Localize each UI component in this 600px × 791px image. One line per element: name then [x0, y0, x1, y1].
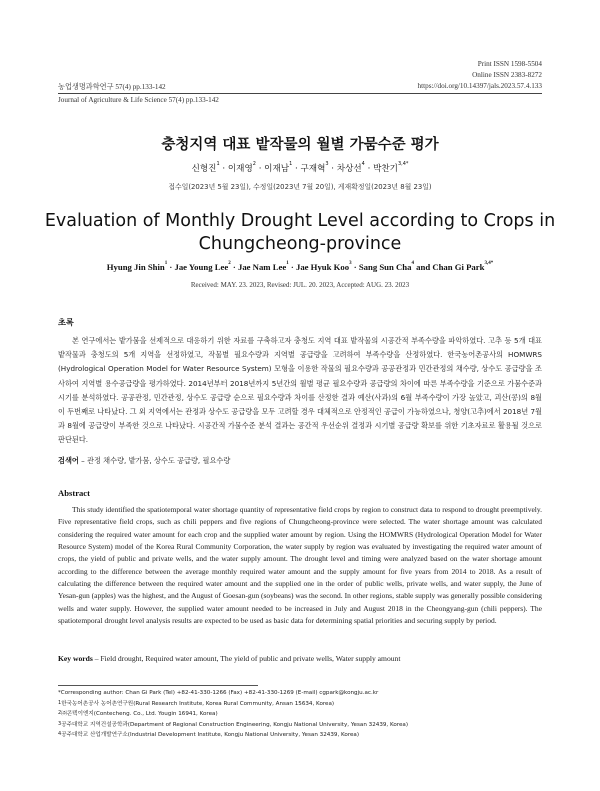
dates-ko: 접수일(2023년 5월 23일), 수정일(2023년 7월 20일), 게재확정일(2023년 8월 23일) — [168, 183, 432, 191]
footnotes — [58, 688, 542, 741]
footnote-3: $^3$공주대학교 지역건설공학과(Department of Regional Construction Engineering, Kongju National University, Yesan 32439, Korea) — [58, 720, 409, 728]
authors-ko: 신형진$^1$ · 이재영$^2$ · 이재남$^1$ · 구재혁$^3$ · 차상선$^4$ · 박찬기$^{3,4*}$ — [191, 161, 409, 174]
author-ko: 이재영 — [227, 164, 253, 174]
author-en: Chan Gi Park — [432, 262, 485, 272]
doi[interactable]: https://doi.org/10.14397/jals.2023.57.4.133 — [417, 82, 542, 90]
abstract-en-body: This study identified the spatiotemporal water shortage quantity of representative field crops by region to construct data to respond to drought preemptively. Five representative field crops, such as chili peppers and five regions of Chungcheong-province were selected. The water shortage amount was calculated considering the required water amount for each crop and the supplied water amount by region. Using the HOMWRS (Hydrological Operation Model for Water Resource System) model of the Korea Rural Community Corporation, the water supply by region was evaluated by investigating the required water amount of crops, the yield of public and private wells, and the water supply amount. The drought level and timing were analyzed based on the water shortage amount according to the difference between the average monthly required water amount and the supply amount for five years from 2014 to 2018. As a result of calculating the difference between the required water amount and the supplied one in the order of public wells, private wells, and water supply, the June of Yesan-gun (apples) was the highest, and the August of Goesan-gun (soybeans) was the second. In other regions, stable supply was generally possible considering wells and water supply. However, the supplied water amount needed to be increased in July and August 2018 in the Cheongyang-gun (chili peppers). The spatiotemporal drought level analysis results are expected to be used as basic data for determining spatial priorities and securing supply by period. — [58, 505, 542, 626]
author-en: Sang Sun Cha — [358, 262, 412, 272]
title-en — [40, 210, 560, 256]
author-ko: 구재혁 — [300, 164, 326, 174]
author-en: Hyung Jin Shin — [106, 262, 165, 272]
keywords-en-text: Field drought, Required water amount, The yield of public and private wells, Water supply amount — [100, 654, 401, 663]
keywords-en-label: Key words — [58, 654, 93, 663]
author-ko: 신형진 — [191, 164, 217, 174]
footnote-2: $^2$㈜콘텍이엔지(Contecheng. Co., Ltd. Yougin 16941, Korea) — [58, 710, 218, 718]
title-en-line1: Evaluation of Monthly Drought Level according to Crops in — [44, 211, 556, 231]
keywords-ko-text: 관정 채수량, 밭가뭄, 상수도 공급량, 필요수량 — [87, 456, 231, 465]
print-issn: Print ISSN 1598-5504 — [477, 60, 542, 68]
author-ko: 박찬기 — [373, 164, 398, 174]
title-en-line2: Chungcheong-province — [198, 234, 402, 254]
header-rule — [58, 93, 542, 94]
journal-ko: 농업생명과학연구 57(4) pp.133-142 — [58, 83, 166, 91]
footnote-corresponding: *Corresponding author: Chan Gi Park (Tel) +82-41-330-1266 (Fax) +82-41-330-1269 (E-mail) cgpark@kongju.ac.kr — [58, 690, 379, 696]
abstract-ko-body: 본 연구에서는 밭가뭄을 선제적으로 대응하기 위한 자료를 구축하고자 충청도 지역 대표 밭작물의 시공간적 부족수량을 파악하였다. 고추 등 5개 대표 밭작물과 충청도의 5개 지역을 선정하였고, 작물별 필요수량과 지역별 공급량을 고려하여 부족수량을 산정하였다. 한국농어촌공사의 HOMWRS (Hydrological Operation Model for Water Resource System) 모형을 이용한 작물의 필요수량과 공공관정과 민간관정의 채수량, 상수도 공급량을 조사하여 지역별 용수공급량을 평가하였다. 2014년부터 2018년까지 5년간의 월별 평균 필요수량과 공급량의 차이에 따른 부족수량을 기준으로 가뭄수준과 시기를 분석하였다. 공공관정, 민간관정, 상수도 공급량 순으로 필요수량과 차이를 산정한 결과 예산(사과)의 6월 부족수량이 가장 높았고, 괴산(콩)의 8월이 두번째로 나타났다. 그 외 지역에서는 관정과 상수도 공급량을 모두 고려할 경우 대체적으로 안정적인 공급이 가능하였으나, 청양(고추)에서 2018년 7월과 8월에 공급량이 부족한 것으로 나타났다. 시공간적 가뭄수준 분석 결과는 공간적 우선순위 결정과 시기별 공급량 확보를 위한 기초자료로 활용될 것으로 판단된다. — [58, 336, 542, 445]
author-en: Jae Young Lee — [174, 262, 229, 272]
abstract-en-heading: Abstract — [58, 488, 90, 498]
author-ko: 이재남 — [264, 164, 290, 174]
author-en: Jae Nam Lee — [237, 262, 287, 272]
author-en: Jae Hyuk Koo — [295, 262, 350, 272]
online-issn: Online ISSN 2383-8272 — [472, 71, 542, 79]
journal-en: Journal of Agriculture & Life Science 57(4) pp.133-142 — [58, 96, 219, 104]
footnote-rule — [58, 685, 258, 686]
title-ko: 충청지역 대표 밭작물의 월별 가뭄수준 평가 — [161, 137, 439, 153]
footnote-4: $^4$공주대학교 산업개발연구소(Industrial Development Institute, Kongju National University, Yesan 32439, Korea) — [58, 731, 360, 739]
abstract-ko-heading: 초록 — [58, 317, 74, 327]
footnote-1: $^1$한국농어촌공사 농어촌연구원(Rural Research Institute, Korea Rural Community, Ansan 15634, Korea) — [58, 699, 335, 707]
keywords-ko: 검색어 – 관정 채수량, 밭가뭄, 상수도 공급량, 필요수량 — [58, 456, 231, 465]
dates-en: Received: MAY. 23. 2023, Revised: JUL. 20. 2023, Accepted: AUG. 23. 2023 — [190, 281, 410, 289]
keywords-en: Key words – Field drought, Required water amount, The yield of public and private wells, Water supply amount — [58, 654, 401, 663]
keywords-ko-label: 검색어 — [58, 456, 79, 465]
author-ko: 차상선 — [336, 164, 362, 174]
authors-en: Hyung Jin Shin$^1$ · Jae Young Lee$^2$ · Jae Nam Lee$^1$ · Jae Hyuk Koo$^3$ · Sang Sun Cha$^4$ and Chan Gi Park$^{3,4*}$ — [106, 261, 494, 272]
